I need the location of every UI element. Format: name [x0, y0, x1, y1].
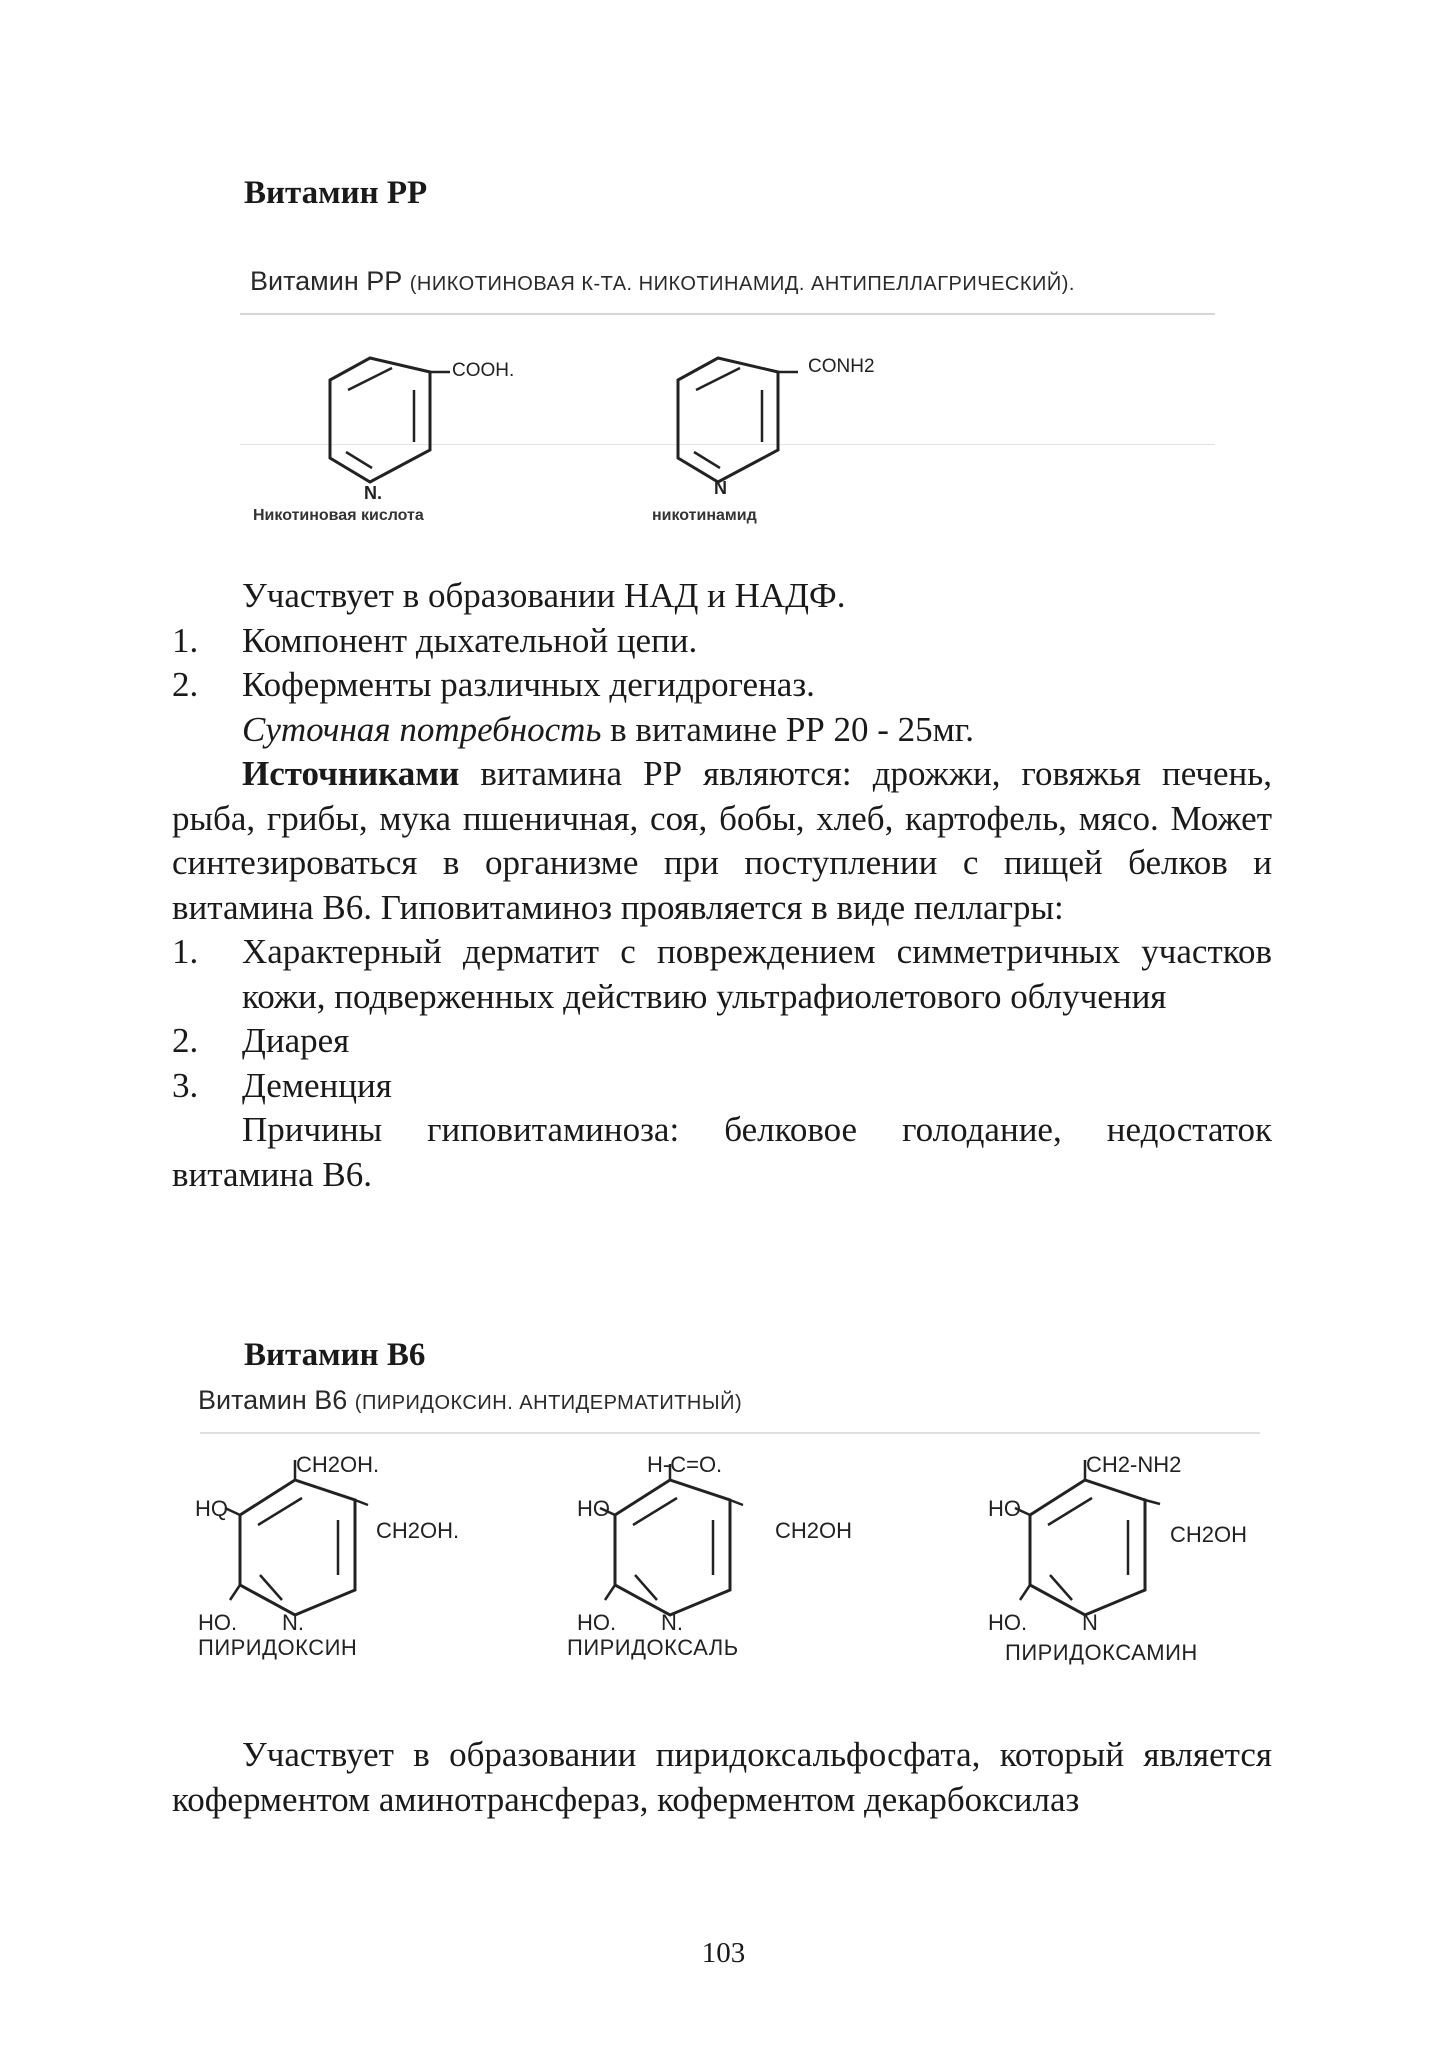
bottom-hydroxyl-label: HO. — [988, 1610, 1028, 1635]
body-text — [172, 574, 1272, 1197]
top-substituent-label: CH2-NH2 — [1086, 1452, 1182, 1477]
list-text: Характерный дерматит с повреждением симметричных участков кожи, подверженных действию ультрафиолетового облучения — [242, 932, 1272, 1016]
list-number: 1. — [172, 932, 199, 971]
left-substituent-label: HO — [988, 1496, 1021, 1521]
list-item — [172, 663, 1272, 708]
pyridoxine-label: ПИРИДОКСИН — [198, 1635, 358, 1660]
pyridoxamine-label: ПИРИДОКСАМИН — [1005, 1640, 1198, 1665]
heading-vitamin-b6: Витамин В6 — [244, 1337, 426, 1373]
ring-nitrogen-label: N. — [282, 1610, 304, 1635]
list-number: 3. — [172, 1065, 199, 1105]
left-substituent-label: HO — [577, 1496, 610, 1521]
pyridoxine-structure — [190, 1450, 520, 1640]
ring-nitrogen-label: N. — [661, 1610, 683, 1635]
right-substituent-label: CH2OH. — [376, 1518, 460, 1543]
list-item — [172, 930, 1272, 1019]
list-number: 1. — [172, 620, 199, 660]
subtitle-vitamin-b6 — [198, 1385, 742, 1416]
bottom-hydroxyl-label: HO. — [577, 1610, 617, 1635]
ring-nitrogen-label: N — [714, 478, 727, 498]
daily-requirement-term: Суточная потребность — [242, 709, 602, 749]
list-number: 2. — [172, 665, 199, 704]
left-substituent-label: HQ — [195, 1496, 228, 1521]
daily-requirement-paragraph — [172, 708, 1272, 753]
nicotinic-acid-structure — [310, 350, 560, 510]
divider — [240, 313, 1215, 315]
subtitle-main: Витамин РР — [250, 266, 403, 296]
sources-text: витамина РР являются: дрожжи, говяжья печень, рыба, грибы, мука пшеничная, соя, бобы, хлеб, картофель, мясо. Может синтезироваться в организме при поступлении с пищей белков и витамина В6. Гиповитаминоз проявляется в виде пеллагры: — [172, 754, 1272, 927]
b6-body-text — [172, 1733, 1272, 1822]
sources-term: Источниками — [242, 754, 460, 793]
subtitle-caps: (ПИРИДОКСИН. АНТИДЕРМАТИТНЫЙ) — [354, 1392, 743, 1414]
divider — [200, 1432, 1260, 1434]
ring-nitrogen-label: N. — [364, 483, 382, 503]
list-text: Диарея — [242, 1021, 350, 1060]
sources-paragraph — [172, 752, 1272, 930]
page-number: 103 — [701, 1937, 746, 1969]
nicotinamide-structure — [658, 350, 908, 510]
pyridoxamine-structure — [980, 1450, 1310, 1640]
amide-group-label: CONH2 — [808, 356, 875, 377]
right-substituent-label: CH2OH — [1170, 1522, 1248, 1547]
bottom-hydroxyl-label: HO. — [198, 1610, 238, 1635]
ring-nitrogen-label: N — [1082, 1610, 1098, 1635]
intro-paragraph: Участвует в образовании НАД и НАДФ. — [242, 576, 846, 615]
heading-vitamin-pp: Витамин РР — [244, 175, 428, 211]
right-substituent-label: CH2OH — [775, 1518, 853, 1543]
causes-paragraph: Причины гиповитаминоза: белковое голодание, недостаток витамина В6. — [172, 1110, 1272, 1194]
daily-requirement-text: в витамине РР 20 - 25мг. — [601, 709, 974, 749]
subtitle-caps: (НИКОТИНОВАЯ К-ТА. НИКОТИНАМИД. АНТИПЕЛЛАГРИЧЕСКИЙ). — [409, 273, 1075, 295]
list-item — [172, 1019, 1272, 1064]
nicotinic-acid-label: Никотиновая кислота — [253, 507, 424, 524]
list-text: Компонент дыхательной цепи. — [242, 620, 698, 660]
list-item — [172, 1064, 1272, 1109]
nicotinamide-label: никотинамид — [652, 507, 757, 524]
top-substituent-label: CH2OH. — [296, 1452, 380, 1477]
carboxyl-group-label: COOH. — [452, 360, 515, 381]
pyridoxal-label: ПИРИДОКСАЛЬ — [567, 1635, 739, 1660]
list-number: 2. — [172, 1021, 199, 1060]
top-substituent-label: H-C=O. — [647, 1452, 723, 1477]
subtitle-vitamin-pp — [250, 266, 1075, 297]
list-text: Деменция — [242, 1065, 392, 1105]
b6-paragraph: Участвует в образовании пиридоксальфосфата, который является коферментом аминотрансфераз, коферментом декарбоксилаз — [172, 1735, 1272, 1819]
list-item — [172, 619, 1272, 664]
pyridoxal-structure — [565, 1450, 895, 1640]
subtitle-main: Витамин В6 — [198, 1385, 348, 1415]
list-text: Коферменты различных дегидрогеназ. — [242, 665, 815, 704]
